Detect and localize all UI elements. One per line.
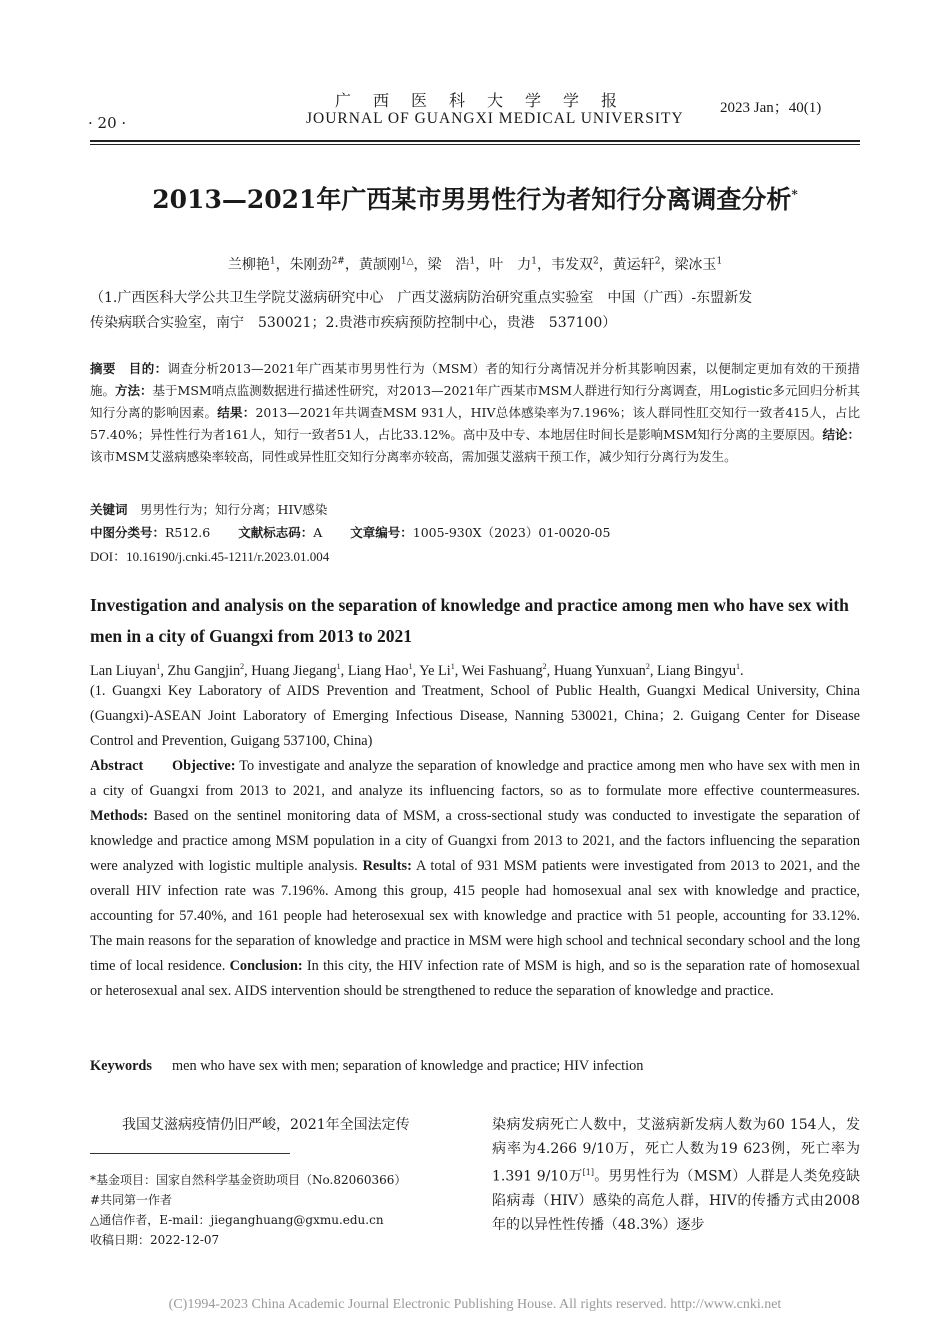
- article-title-en: Investigation and analysis on the separation of knowledge and practice among men who have sex with men in a city of Guangxi from 2013 to 2021: [90, 595, 849, 646]
- page-number: · 20 ·: [88, 114, 127, 132]
- affiliation-en: (1. Guangxi Key Laboratory of AIDS Prevention and Treatment, School of Public Health, Guangxi Medical University, China (Guangxi)-ASEAN Joint Laboratory of Emerging Infectious Disease, Nanning 530021, China；2. Guigang Center for Disease Control and Prevention, Guigang 537100, China): [90, 683, 860, 749]
- abstract-label: 摘要: [90, 361, 116, 376]
- results-label: 结果：: [217, 405, 256, 420]
- header-rule: [90, 140, 860, 142]
- footnote-cofirst: #共同第一作者: [90, 1193, 173, 1207]
- conclusion-label: 结论：: [822, 427, 860, 442]
- footnotes: [90, 1170, 406, 1250]
- author-list-cn: [90, 254, 860, 274]
- conclusion-text: 该市MSM艾滋病感染率较高，同性或异性肛交知行分离率亦较高，需加强艾滋病干预工作，减少知行分离行为发生。: [90, 449, 737, 464]
- header-rule-thin: [90, 144, 860, 145]
- footnote-received: 收稿日期：2022-12-07: [90, 1233, 220, 1247]
- footnote-corresponding: △通信作者，E-mail：jieganghuang@gxmu.edu.cn: [90, 1213, 384, 1227]
- abstract-en: Abstract Objective: To investigate and analyze the separation of knowledge and practice among men who have sex with men in a city of Guangxi from 2013 to 2021, and analyze its influencing factors, so as to formulate more effective countermeasures. Methods: Based on the sentinel monitoring data of MSM, a cross-sectional study was conducted to investigate the separation of knowledge and practice among MSM population in a city of Guangxi from 2013 to 2021, and the factors influencing the separation were analyzed with logistic multiple analysis. Results: A total of 931 MSM patients were investigated from 2013 to 2021, and the overall HIV infection rate was 7.196%. Among this group, 415 people had homosexual anal sex with knowledge and practice, accounting for 57.40%, and 161 people had heterosexual sex with knowledge and practice with 51 people, accounting for 33.12%. The main reasons for the separation of knowledge and practice in MSM were high school and technical secondary school and the long time of local residence. Conclusion: In this city, the HIV infection rate of MSM is high, and so is the separation rate of homosexual or heterosexual anal sex. AIDS intervention should be strengthened to reduce the separation of knowledge and practice.: [90, 758, 860, 999]
- doi: DOI：10.16190/j.cnki.45-1211/r.2023.01.004: [90, 549, 330, 564]
- results-text: 2013—2021年共调查MSM 931人，HIV总体感染率为7.196%；该人群同性肛交知行一致者415人，占比57.40%；异性性行为者161人，知行一致者51人，占比33.12%。高中及中专、本地居住时间长是影响MSM知行分离的主要原因。: [90, 405, 860, 442]
- keywords-cn: 关键词 男男性行为；知行分离；HIV感染: [90, 502, 328, 517]
- citation-ref[interactable]: [1]: [582, 1168, 594, 1177]
- keywords-en: Keywords men who have sex with men; separation of knowledge and practice; HIV infection: [90, 1058, 644, 1074]
- journal-issue: 2023 Jan；40(1): [720, 100, 822, 116]
- body-right-column: 染病发病死亡人数中，艾滋病新发病人数为60 154人，发病率为4.266 9/10万，死亡人数为19 623例，死亡率为1.391 9/10万[1]。男男性行为（MSM）人群是人类免疫缺陷病毒（HIV）感染的高危人群，HIV的传播方式由2008年的以异性性传播（48.3%）逐步: [492, 1117, 861, 1233]
- journal-title-en: JOURNAL OF GUANGXI MEDICAL UNIVERSITY: [306, 110, 684, 127]
- footnote-fund: *基金项目：国家自然科学基金资助项目（No.82060366）: [90, 1173, 407, 1187]
- objective-label: 目的：: [128, 361, 168, 376]
- affiliation-cn: （1.广西医科大学公共卫生学院艾滋病研究中心 广西艾滋病防治研究重点实验室 中国（广西）-东盟新发 传染病联合实验室，南宁 530021；2.贵港市疾病预防控制中心，贵港 537100）: [90, 290, 753, 331]
- author: 兰柳艳$^1$，: [227, 256, 290, 273]
- article-title-cn: [90, 180, 860, 216]
- author-list-en: Lan Liuyan$^1$, Zhu Gangjin$^2$, Huang Jiegang$^1$, Liang Hao$^1$, Ye Li$^1$, Wei Fashuang$^2$, Huang Yunxuan$^2$, Liang Bingyu$^1$.: [90, 662, 744, 679]
- methods-text: 基于MSM哨点监测数据进行描述性研究，对2013—2021年广西某市MSM人群进行知行分离调查，用Logistic多元回归分析其知行分离的影响因素。: [90, 383, 860, 420]
- copyright-notice: (C)1994-2023 China Academic Journal Electronic Publishing House. All rights reserved. http://www.cnki.net: [168, 1297, 782, 1312]
- objective-text: 调查分析2013—2021年广西某市男男性行为（MSM）者的知行分离情况并分析其影响因素，以便制定更加有效的干预措施。: [90, 361, 860, 398]
- author: 叶 力$^1$，: [489, 256, 551, 273]
- journal-title-cn: 广西医科大学学报: [335, 91, 640, 110]
- title-footnote-mark: *: [791, 187, 798, 202]
- author: 朱刚劲$^{2\#}$，: [289, 256, 359, 273]
- title-text: 2013—2021年广西某市男男性行为者知行分离调查分析: [152, 185, 792, 214]
- classification-line: 中图分类号：R512.6 文献标志码：A 文章编号：1005-930X（2023）01-0020-05: [90, 525, 611, 540]
- footnote-rule: [90, 1153, 290, 1154]
- author: 梁 浩$^1$，: [427, 256, 490, 273]
- author: 黄运轩$^2$，: [612, 256, 675, 273]
- author: 梁冰玉$^1$: [674, 256, 723, 273]
- author: 黄颉刚$^{1\triangle}$，: [358, 256, 428, 273]
- methods-label: 方法：: [115, 383, 153, 398]
- body-left-column: 我国艾滋病疫情仍旧严峻，2021年全国法定传: [122, 1117, 410, 1133]
- abstract-cn: [90, 358, 860, 468]
- author: 韦发双$^2$，: [550, 256, 613, 273]
